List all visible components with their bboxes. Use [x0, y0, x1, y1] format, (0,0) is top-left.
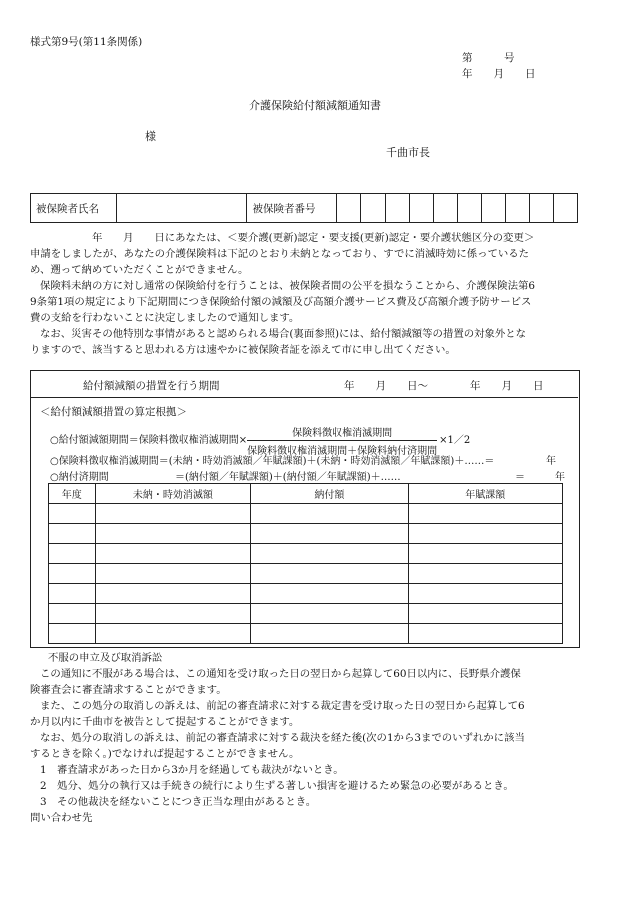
digit-cell[interactable]: [553, 194, 577, 223]
table-row: [49, 624, 563, 644]
header-annual: 年賦課額: [408, 484, 562, 504]
notice-line: 年 月 日にあなたは、＜要介護(更新)認定・要支援(更新)認定・要介護状態区分の変更＞: [92, 232, 535, 244]
cell[interactable]: [251, 584, 408, 604]
cell[interactable]: [95, 604, 251, 624]
digit-cell[interactable]: [505, 194, 529, 223]
table-row: [49, 564, 563, 584]
formula-1-right: ×1／2: [439, 435, 471, 446]
cell[interactable]: [49, 524, 96, 544]
cell[interactable]: [95, 504, 251, 524]
fraction-denominator: 保険料徴収権消滅期間＋保険料納付済期間: [247, 446, 438, 457]
appeal-line: また、この処分の取消しの訴えは、前記の審査請求に対する裁定書を受け取った日の翌日から起算して6: [40, 700, 525, 712]
contact-label: 問い合わせ先: [30, 812, 93, 824]
appeal-line: するときを除く。)でなければ提起することができません。: [30, 748, 300, 760]
form-label: 様式第9号(第11条関係): [30, 36, 143, 48]
cell[interactable]: [251, 624, 408, 644]
header-unpaid: 未納・時効消滅額: [95, 484, 251, 504]
digit-cell[interactable]: [433, 194, 457, 223]
formula-3-unit: ＝ 年: [515, 472, 565, 483]
cell[interactable]: [251, 604, 408, 624]
digit-cell[interactable]: [337, 194, 361, 223]
cell[interactable]: [408, 584, 562, 604]
document-number: 第 号: [462, 52, 515, 64]
table-row: [49, 544, 563, 564]
formula-2-unit: 年: [546, 456, 556, 467]
table-row: [49, 504, 563, 524]
appeal-line: か月以内に千曲市を被告として提起することができます。: [30, 716, 300, 728]
insured-number-label: 被保険者番号: [247, 194, 337, 223]
cell[interactable]: [95, 584, 251, 604]
header-paid: 納付額: [251, 484, 408, 504]
notice-line: 9条第1項の規定により下記期間につき保険給付額の減額及び高額介護サービス費及び高額介護予防サービス: [30, 296, 532, 308]
document-date: 年 月 日: [462, 68, 536, 80]
notice-line: め、遡って納めていただくことができません。: [30, 264, 249, 276]
cell[interactable]: [95, 524, 251, 544]
formula-3: ＝(納付額／年賦課額)＋(納付額／年賦課額)＋……: [175, 472, 401, 483]
cell[interactable]: [49, 604, 96, 624]
digit-cell[interactable]: [529, 194, 553, 223]
formula-2: ○保険料徴収権消滅期間＝(未納・時効消滅額／年賦課額)＋(未納・時効消滅額／年賦課額)＋……＝: [50, 456, 495, 467]
period-range[interactable]: 年 月 日～ 年 月 日: [344, 380, 544, 392]
cell[interactable]: [95, 564, 251, 584]
cell[interactable]: [251, 504, 408, 524]
history-header-row: [49, 484, 563, 504]
period-label: 給付額減額の措置を行う期間: [83, 380, 220, 392]
digit-cell[interactable]: [409, 194, 433, 223]
cell[interactable]: [95, 544, 251, 564]
formula-1-left: ○給付額減額期間＝保険料徴収権消滅期間×: [50, 435, 248, 446]
digit-cell[interactable]: [457, 194, 481, 223]
cell[interactable]: [49, 584, 96, 604]
cell[interactable]: [251, 544, 408, 564]
cell[interactable]: [408, 504, 562, 524]
table-row: [49, 604, 563, 624]
notice-line: 保険料未納の方に対し通常の保険給付を行うことは、被保険者間の公平を損なうことから、介護保険法第6: [40, 280, 535, 292]
cell[interactable]: [408, 524, 562, 544]
cell[interactable]: [408, 624, 562, 644]
appeal-line: なお、処分の取消しの訴えは、前記の審査請求に対する裁決を経た後(次の1から3までのいずれかに該当: [40, 732, 525, 744]
recipient-suffix: 様: [145, 130, 156, 143]
digit-cell[interactable]: [481, 194, 505, 223]
notice-line: りますので、該当すると思われる方は速やかに被保険者証を添えて市に申し出てください。: [30, 344, 456, 356]
appeal-line: この通知に不服がある場合は、この通知を受け取った日の翌日から起算して60日以内に、長野県介護保: [40, 668, 521, 680]
header-year: 年度: [49, 484, 96, 504]
fraction-numerator: 保険料徴収権消滅期間: [247, 424, 437, 441]
appeal-item-1: 1 審査請求があった日から3か月を経過しても裁決がないとき。: [40, 764, 344, 776]
formula-3-label: ○納付済期間: [50, 472, 109, 483]
notice-line: 費の支給を行わないことに決定しましたので通知します。: [30, 312, 300, 324]
appeal-item-2: 2 処分、処分の執行又は手続きの続行により生ずる著しい損害を避けるため緊急の必要があるとき。: [40, 780, 514, 792]
cell[interactable]: [251, 564, 408, 584]
cell[interactable]: [49, 544, 96, 564]
cell[interactable]: [49, 564, 96, 584]
insured-name-field[interactable]: [116, 194, 247, 223]
notice-line: 申請をしましたが、あなたの介護保険料は下記のとおり未納となっており、すでに消滅時効に係っているた: [30, 248, 530, 260]
appeal-heading: 不服の申立及び取消訴訟: [48, 652, 163, 664]
basis-heading: ＜給付額減額措置の算定根拠＞: [40, 406, 187, 418]
insured-name-label: 被保険者氏名: [31, 194, 117, 223]
cell[interactable]: [408, 564, 562, 584]
cell[interactable]: [408, 544, 562, 564]
table-row: [49, 584, 563, 604]
notice-line: なお、災害その他特別な事情があると認められる場合(裏面参照)には、給付額減額等の措置の対象外とな: [40, 328, 527, 340]
insured-id-table: [30, 193, 578, 223]
cell[interactable]: [251, 524, 408, 544]
cell[interactable]: [408, 604, 562, 624]
issuer-name: 千曲市長: [386, 146, 430, 159]
document-title: 介護保険給付額減額通知書: [249, 99, 381, 112]
cell[interactable]: [95, 624, 251, 644]
appeal-item-3: 3 その他裁決を経ないことにつき正当な理由があるとき。: [40, 796, 317, 808]
cell[interactable]: [49, 504, 96, 524]
digit-cell[interactable]: [385, 194, 409, 223]
history-table: [48, 483, 563, 644]
cell[interactable]: [49, 624, 96, 644]
table-row: [49, 524, 563, 544]
appeal-line: 険審査会に審査請求することができます。: [30, 684, 227, 696]
digit-cell[interactable]: [361, 194, 385, 223]
